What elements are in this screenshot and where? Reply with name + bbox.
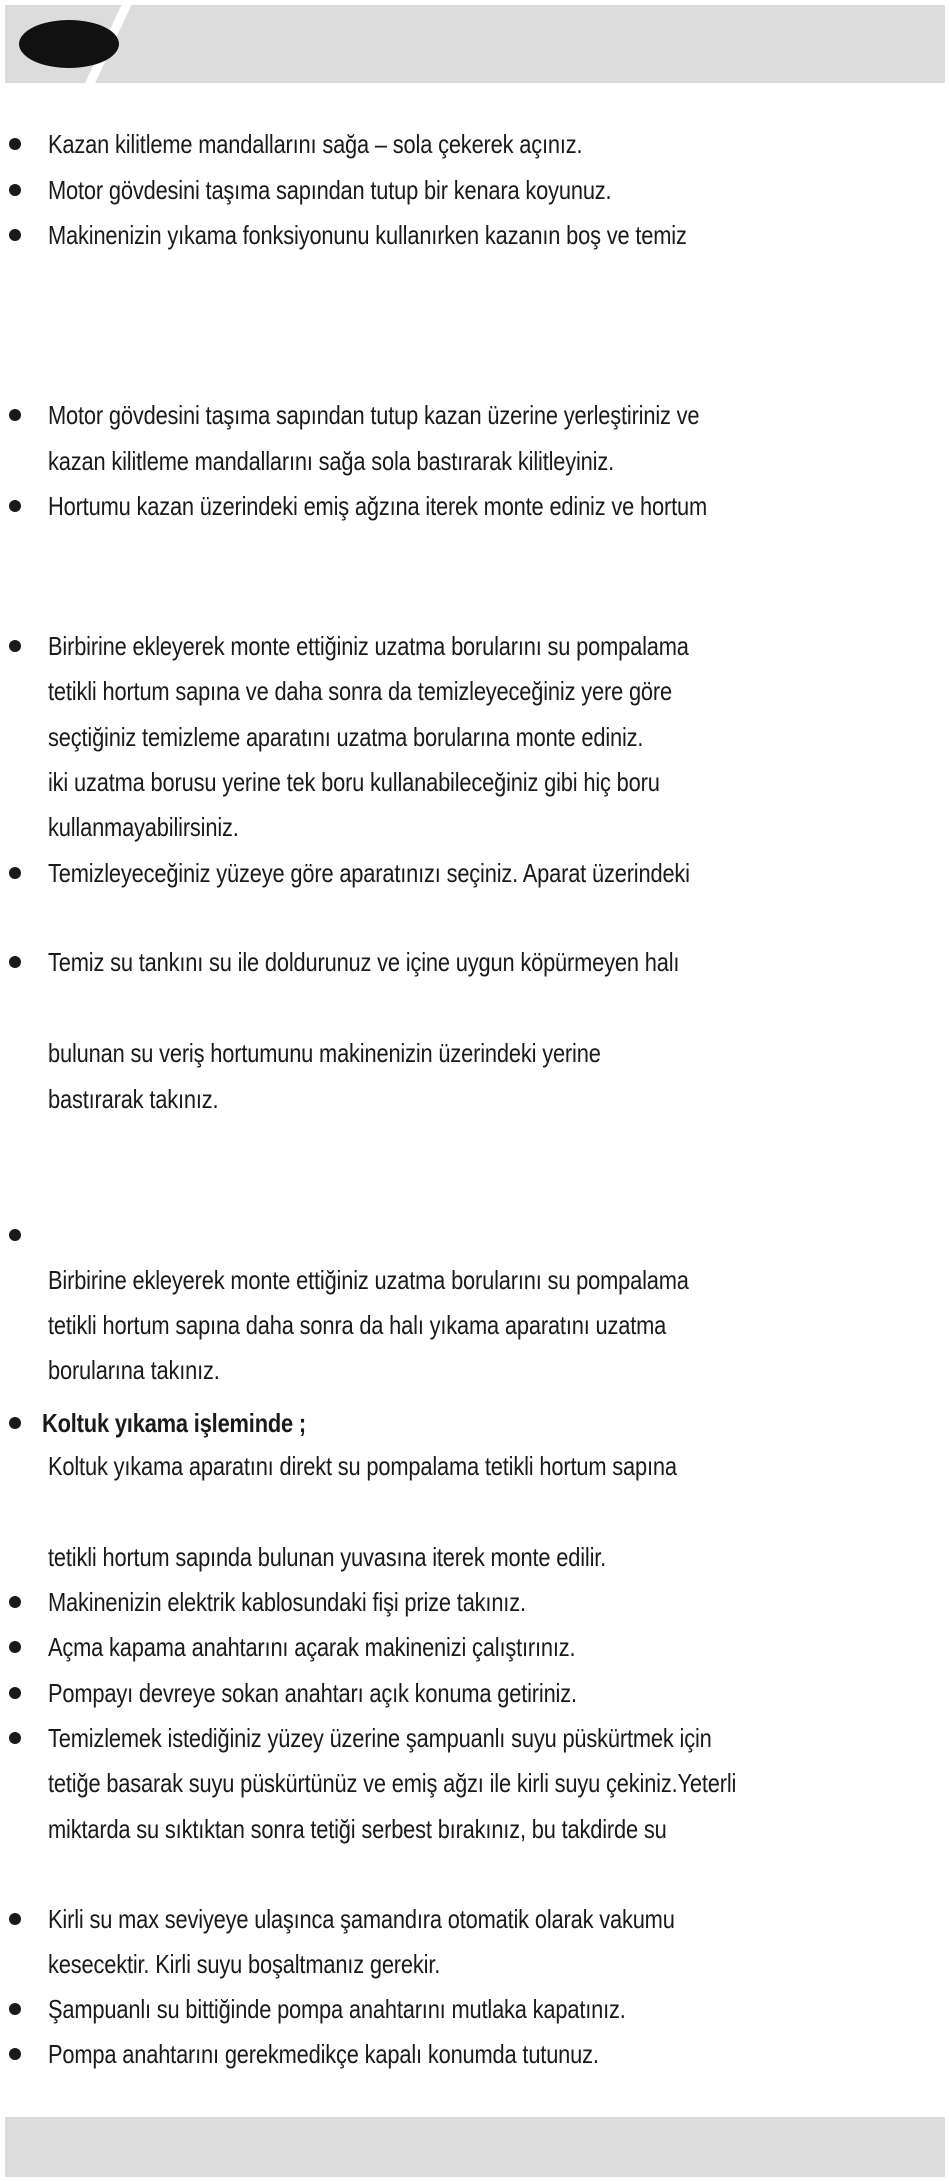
- text-line: Hortumu kazan üzerindeki emiş ağzına iterek monte ediniz ve hortum: [48, 491, 707, 521]
- text-line: Şampuanlı su bittiğinde pompa anahtarını mutlaka kapatınız.: [48, 1994, 626, 2024]
- page-footer-bar: [5, 2117, 945, 2177]
- bullet-icon: [9, 409, 21, 421]
- bullet-icon: [9, 1596, 21, 1608]
- text-line: kesecektir. Kirli suyu boşaltmanız gerekir.: [48, 1949, 441, 1979]
- bullet-icon: [9, 2003, 21, 2015]
- bullet-icon: [9, 867, 21, 879]
- bullet-icon: [9, 1913, 21, 1925]
- text-line: Temizleyeceğiniz yüzeye göre aparatınızı seçiniz. Aparat üzerindeki: [48, 858, 690, 888]
- bullet-icon: [9, 138, 21, 150]
- bullet-icon: [9, 1641, 21, 1653]
- text-line: Motor gövdesini taşıma sapından tutup bir kenara koyunuz.: [48, 175, 612, 205]
- text-line: tetikli hortum sapına ve daha sonra da temizleyeceğiniz yere göre: [48, 676, 673, 706]
- bullet-icon: [9, 1417, 21, 1429]
- text-line: Makinenizin elektrik kablosundaki fişi prize takınız.: [48, 1587, 526, 1617]
- text-line: Birbirine ekleyerek monte ettiğiniz uzatma borularını su pompalama: [48, 1265, 689, 1295]
- bullet-icon: [9, 500, 21, 512]
- text-line: tetikli hortum sapında bulunan yuvasına iterek monte edilir.: [48, 1542, 607, 1572]
- bullet-icon: [9, 184, 21, 196]
- text-line: Temizlemek istediğiniz yüzey üzerine şampuanlı suyu püskürtmek için: [48, 1723, 712, 1753]
- section-heading: Koltuk yıkama işleminde ;: [42, 1408, 307, 1438]
- bullet-icon: [9, 640, 21, 652]
- text-line: tetiğe basarak suyu püskürtünüz ve emiş ağzı ile kirli suyu çekiniz.Yeterli: [48, 1768, 737, 1798]
- text-line: Kazan kilitleme mandallarını sağa – sola çekerek açınız.: [48, 129, 583, 159]
- text-line: Pompa anahtarını gerekmedikçe kapalı konumda tutunuz.: [48, 2039, 599, 2069]
- bullet-icon: [9, 2048, 21, 2060]
- text-line: seçtiğiniz temizleme aparatını uzatma borularına monte ediniz.: [48, 722, 644, 752]
- text-line: Kirli su max seviyeye ulaşınca şamandıra otomatik olarak vakumu: [48, 1904, 675, 1934]
- text-line: Koltuk yıkama aparatını direkt su pompalama tetikli hortum sapına: [48, 1451, 677, 1481]
- text-line: Pompayı devreye sokan anahtarı açık konuma getiriniz.: [48, 1678, 577, 1708]
- text-line: Temiz su tankını su ile doldurunuz ve içine uygun köpürmeyen halı: [48, 947, 680, 977]
- bullet-icon: [9, 1687, 21, 1699]
- text-line: tetikli hortum sapına daha sonra da halı yıkama aparatını uzatma: [48, 1310, 667, 1340]
- bullet-icon: [9, 956, 21, 968]
- page-header-bar: [5, 5, 945, 83]
- page-number-oval: [19, 20, 119, 68]
- text-line: kazan kilitleme mandallarını sağa sola bastırarak kilitleyiniz.: [48, 446, 615, 476]
- text-line: bastırarak takınız.: [48, 1084, 219, 1114]
- text-line: miktarda su sıktıktan sonra tetiği serbest bırakınız, bu takdirde su: [48, 1814, 667, 1844]
- text-line: borularına takınız.: [48, 1355, 220, 1385]
- text-line: Birbirine ekleyerek monte ettiğiniz uzatma borularını su pompalama: [48, 631, 689, 661]
- text-line: Motor gövdesini taşıma sapından tutup kazan üzerine yerleştiriniz ve: [48, 400, 700, 430]
- text-line: bulunan su veriş hortumunu makinenizin üzerindeki yerine: [48, 1038, 601, 1068]
- bullet-icon: [9, 229, 21, 241]
- text-line: iki uzatma borusu yerine tek boru kullanabileceğiniz gibi hiç boru: [48, 767, 660, 797]
- text-line: kullanmayabilirsiniz.: [48, 812, 239, 842]
- text-line: Açma kapama anahtarını açarak makinenizi çalıştırınız.: [48, 1632, 576, 1662]
- bullet-icon: [9, 1732, 21, 1744]
- bullet-icon: [9, 1229, 21, 1241]
- text-line: Makinenizin yıkama fonksiyonunu kullanırken kazanın boş ve temiz: [48, 220, 687, 250]
